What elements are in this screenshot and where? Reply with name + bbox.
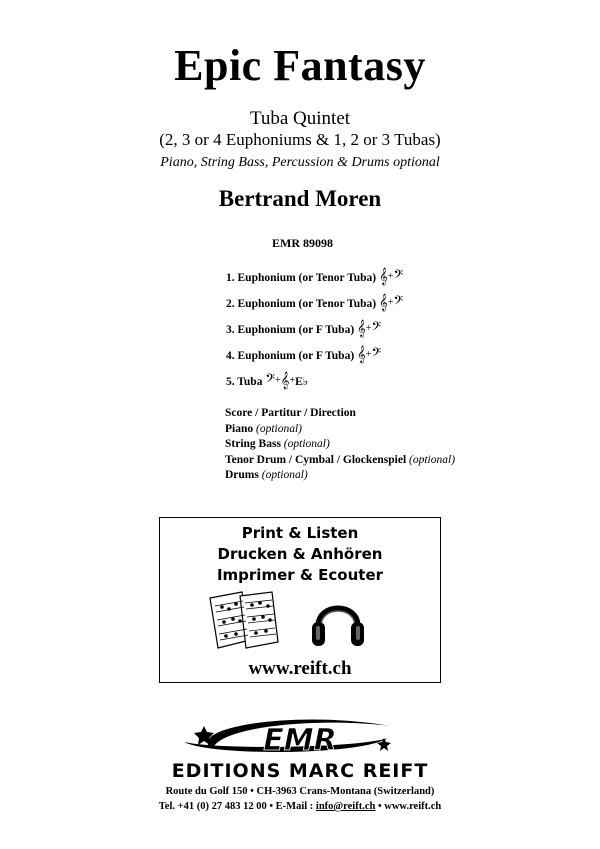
treble-clef-icon: 𝄞 bbox=[378, 267, 388, 285]
extra-item: Score / Partitur / Direction bbox=[225, 407, 356, 419]
extra-item: String Bass (optional) bbox=[225, 438, 330, 450]
treble-clef-icon: 𝄞 bbox=[378, 293, 388, 311]
treble-clef-icon: 𝄞 bbox=[280, 371, 290, 389]
print-listen-box bbox=[159, 517, 441, 683]
instrumentation: (2, 3 or 4 Euphoniums & 1, 2 or 3 Tubas) bbox=[159, 130, 441, 149]
extras-list bbox=[225, 406, 455, 484]
part-item: 1. Euphonium (or Tenor Tuba) 𝄞+𝄢 bbox=[226, 267, 404, 285]
email-link[interactable]: info@reift.ch bbox=[315, 801, 376, 812]
optional-instruments: Piano, String Bass, Percussion & Drums optional bbox=[160, 155, 440, 170]
promo-line-english: Print & Listen bbox=[241, 524, 359, 542]
subtitle: Tuba Quintet bbox=[249, 108, 351, 129]
bass-clef-icon: 𝄢 bbox=[393, 293, 404, 311]
part-item: 3. Euphonium (or F Tuba) 𝄞+𝄢 bbox=[226, 319, 382, 337]
publisher-address: Route du Golf 150 • CH-3963 Crans-Montana (Switzerland) bbox=[165, 786, 435, 797]
treble-clef-icon: 𝄞 bbox=[357, 319, 366, 337]
promo-line-german: Drucken & Anhören bbox=[217, 545, 383, 563]
logo-text: EMR bbox=[263, 723, 337, 758]
bass-clef-icon: 𝄢 bbox=[371, 319, 382, 337]
treble-clef-icon: 𝄞 bbox=[357, 345, 366, 363]
composer-name: Bertrand Moren bbox=[218, 186, 382, 211]
extra-item: Drums (optional) bbox=[225, 469, 308, 481]
publisher-contact: Tel. +41 (0) 27 483 12 00 • E-Mail : info@reift.ch • www.reift.ch bbox=[158, 801, 442, 812]
website-url: www.reift.ch bbox=[248, 658, 352, 679]
emr-logo bbox=[150, 712, 450, 762]
publisher-name: EDITIONS MARC REIFT bbox=[171, 760, 429, 782]
bass-clef-icon: 𝄢 bbox=[265, 371, 275, 389]
part-item: 4. Euphonium (or F Tuba) 𝄞+𝄢 bbox=[226, 345, 382, 363]
promo-line-french: Imprimer & Ecouter bbox=[216, 566, 384, 584]
part-item: 2. Euphonium (or Tenor Tuba) 𝄞+𝄢 bbox=[226, 293, 404, 311]
catalog-number: EMR 89098 bbox=[272, 236, 333, 250]
page-title: Epic Fantasy bbox=[174, 41, 426, 90]
extra-item: Tenor Drum / Cymbal / Glockenspiel (optional) bbox=[225, 453, 456, 466]
headphones-icon bbox=[310, 592, 366, 650]
bass-clef-icon: 𝄢 bbox=[393, 267, 404, 285]
extra-item: Piano (optional) bbox=[225, 422, 302, 435]
e-flat-label: E♭ bbox=[295, 376, 309, 388]
bass-clef-icon: 𝄢 bbox=[371, 345, 382, 363]
part-item: 5. Tuba 𝄢+𝄞+E♭ bbox=[226, 371, 309, 389]
sheet-music-icon bbox=[206, 590, 286, 652]
parts-list bbox=[226, 268, 403, 398]
